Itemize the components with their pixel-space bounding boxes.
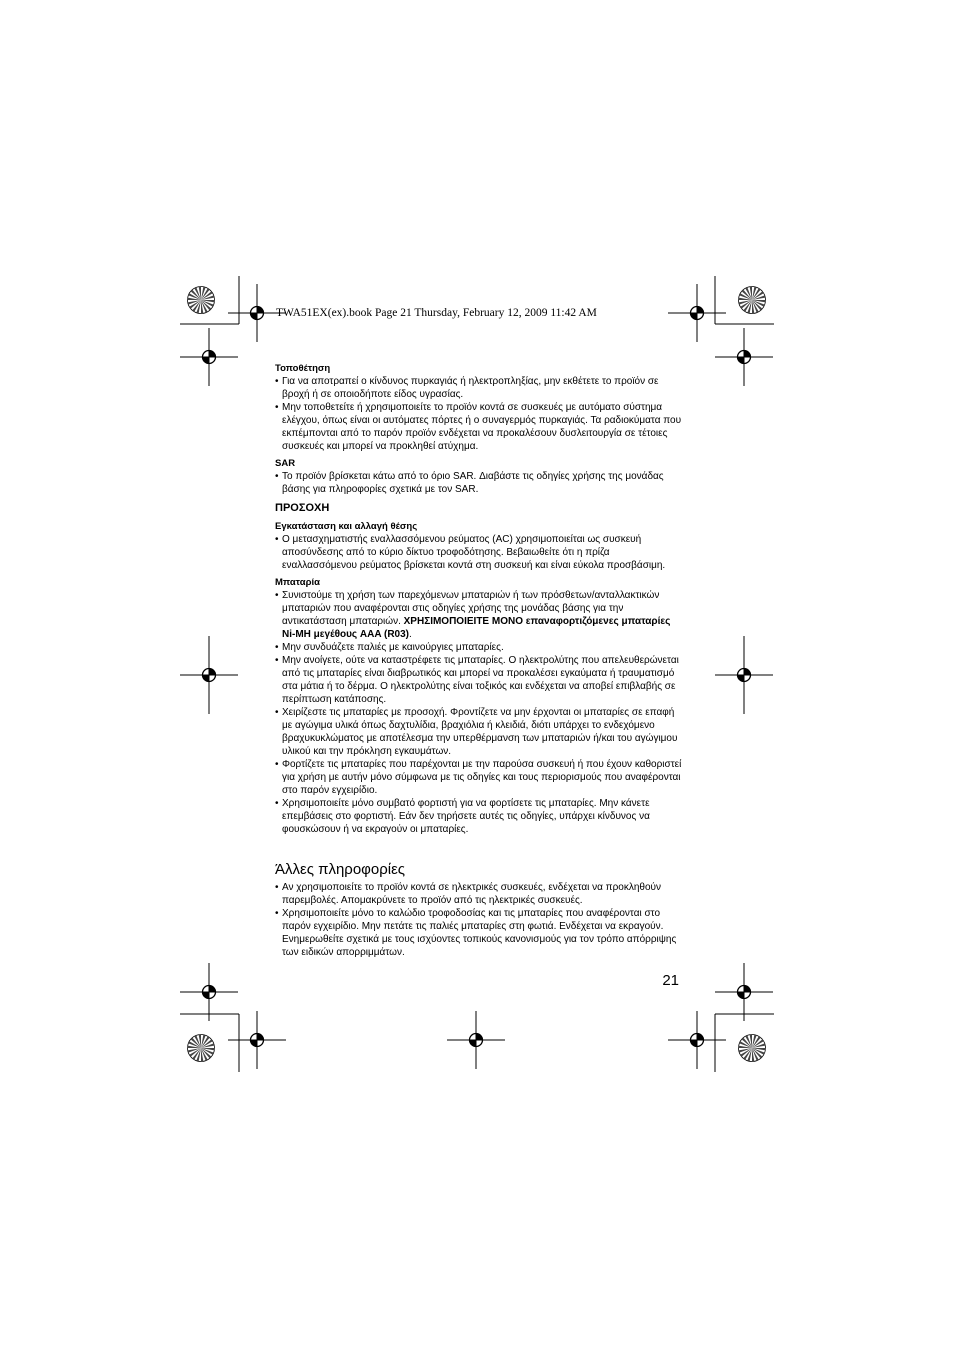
list-item: • Αν χρησιμοποιείτε το προϊόν κοντά σε ηλεκτρικές συσκευές, ενδέχεται να προκληθούν παρεμβολές. Απομακρύνετε το προϊόν από τις ηλεκτρικές συσκευές. — [275, 881, 685, 907]
subheading-sar: SAR — [275, 458, 296, 469]
subheading-installation: Εγκατάσταση και αλλαγή θέσης — [275, 521, 418, 532]
registration-crosshair-icon — [180, 963, 238, 1021]
registration-crosshair-icon — [447, 1011, 505, 1069]
registration-crosshair-icon — [180, 646, 238, 704]
list-item: • Μην ανοίγετε, ούτε να καταστρέφετε τις μπαταρίες. Ο ηλεκτρολύτης που απελευθερώνεται από τις μπαταρίες είναι διαβρωτικός και μπορεί να προκαλέσει εγκαύματα ή τραυματισμό στα μάτια ή το δέρμα. Ο ηλεκτρολύτης είναι τοξικός και ενδέχεται να αποβεί επιβλαβής σε περίπτωση κατάποσης. — [275, 654, 685, 706]
placement-list — [275, 375, 685, 453]
list-item: • Μην τοποθετείτε ή χρησιμοποιείτε το προϊόν κοντά σε συσκευές με αυτόματο σύστημα ελέγχου, όπως είναι οι αυτόματες πόρτες ή ο συναγερμός πυρκαγιάς. Τα ραδιοκύματα που εκπέμπονται από το παρόν προϊόν ενδέχεται να προκαλέσουν δυσλειτουργία σε τέτοιες συσκευές και μπορεί να προκληθεί ατύχημα. — [275, 401, 685, 453]
registration-crosshair-icon — [715, 646, 773, 704]
list-item: • Ο μετασχηματιστής εναλλασσόμενου ρεύματος (AC) χρησιμοποιείται ως συσκευή αποσύνδεσης από το κύριο δίκτυο τροφοδότησης. Βεβαιωθείτε ότι η πρίζα εναλλασσόμενου ρεύματος βρίσκεται κοντά στη συσκευή και είναι εύκολα προσβάσιμη. — [275, 533, 685, 572]
battery-list — [275, 589, 685, 836]
registration-starburst-icon — [188, 1035, 215, 1062]
list-item: • Μην συνδυάζετε παλιές με καινούργιες μπαταρίες. — [275, 641, 685, 654]
battery-type-warning: ΧΡΗΣΙΜΟΠΟΙΕΙΤΕ ΜΟΝΟ επαναφορτιζόμενες μπαταρίες Ni-MH μεγέθους AAA (R03) — [282, 616, 671, 640]
list-item: • Χειρίζεστε τις μπαταρίες με προσοχή. Φροντίζετε να μην έρχονται οι μπαταρίες σε επαφή με αγώγιμα υλικά όπως δαχτυλίδια, βραχιόλια ή κλειδιά, διότι υπάρχει το ενδεχόμενο βραχυκυκλώματος με αποτέλεσμα την υπερθέρμανση των μπαταριών ή/και του αγώγιμου υλικού και την πρόκληση εγκαυμάτων. — [275, 706, 685, 758]
list-item: • Το προϊόν βρίσκεται κάτω από το όριο SAR. Διαβάστε τις οδηγίες χρήσης της μονάδας βάσης για πληροφορίες σχετικά με τον SAR. — [275, 470, 685, 496]
list-item: • Για να αποτραπεί ο κίνδυνος πυρκαγιάς ή ηλεκτροπληξίας, μην εκθέτετε το προϊόν σε βροχή ή σε οποιοδήποτε είδος υγρασίας. — [275, 375, 685, 401]
registration-starburst-icon — [739, 1035, 766, 1062]
subheading-battery: Μπαταρία — [275, 577, 320, 588]
list-item: • Φορτίζετε τις μπαταρίες που παρέχονται με την παρούσα συσκευή ή που έχουν καθοριστεί για χρήση με αυτήν μόνο σύμφωνα με τις οδηγίες και τους περιορισμούς που αναφέρονται στο παρόν εγχειρίδιο. — [275, 758, 685, 797]
page-number: 21 — [662, 972, 679, 989]
registration-crosshair-icon — [715, 963, 773, 1021]
list-item: • Χρησιμοποιείτε μόνο το καλώδιο τροφοδοσίας και τις μπαταρίες που αναφέρονται στο παρόν εγχειρίδιο. Μην πετάτε τις παλιές μπαταρίες στη φωτιά. Ενδέχεται να εκραγούν. Ενημερωθείτε σχετικά με τους ισχύοντες τοπικούς κανονισμούς για τον τρόπο απόρριψης των ειδικών απορριμμάτων. — [275, 907, 685, 959]
sar-list — [275, 470, 685, 496]
registration-crosshair-icon — [228, 1011, 286, 1069]
page-content — [275, 362, 685, 959]
other-info-list — [275, 881, 685, 959]
registration-starburst-icon — [188, 287, 215, 314]
registration-crosshair-icon — [180, 328, 238, 386]
installation-list — [275, 533, 685, 572]
registration-crosshair-icon — [715, 328, 773, 386]
list-item: • Χρησιμοποιείτε μόνο συμβατό φορτιστή για να φορτίσετε τις μπαταρίες. Μην κάνετε επεμβάσεις στο φορτιστή. Εάν δεν τηρήσετε αυτές τις οδηγίες, υπάρχει κίνδυνος να φουσκώσουν ή να εκραγούν οι μπαταρίες. — [275, 797, 685, 836]
subheading-placement: Τοποθέτηση — [275, 363, 331, 374]
sentence-end: . — [409, 629, 412, 640]
list-item — [275, 589, 685, 641]
print-header-line: TWA51EX(ex).book Page 21 Thursday, February 12, 2009 11:42 AM — [276, 307, 597, 319]
battery-recommendation-text: Συνιστούμε τη χρήση των παρεχόμενων μπαταριών ή των πρόσθετων/ανταλλακτικών μπαταριών που αναφέρονται στις οδηγίες χρήσης της μονάδας βάσης για την αντικατάσταση μπαταριών. — [282, 590, 660, 627]
registration-crosshair-icon — [668, 1011, 726, 1069]
registration-starburst-icon — [739, 287, 766, 314]
section-heading-other-info: Άλλες πληροφορίες — [275, 861, 406, 878]
caution-heading: ΠΡΟΣΟΧΗ — [275, 502, 330, 514]
